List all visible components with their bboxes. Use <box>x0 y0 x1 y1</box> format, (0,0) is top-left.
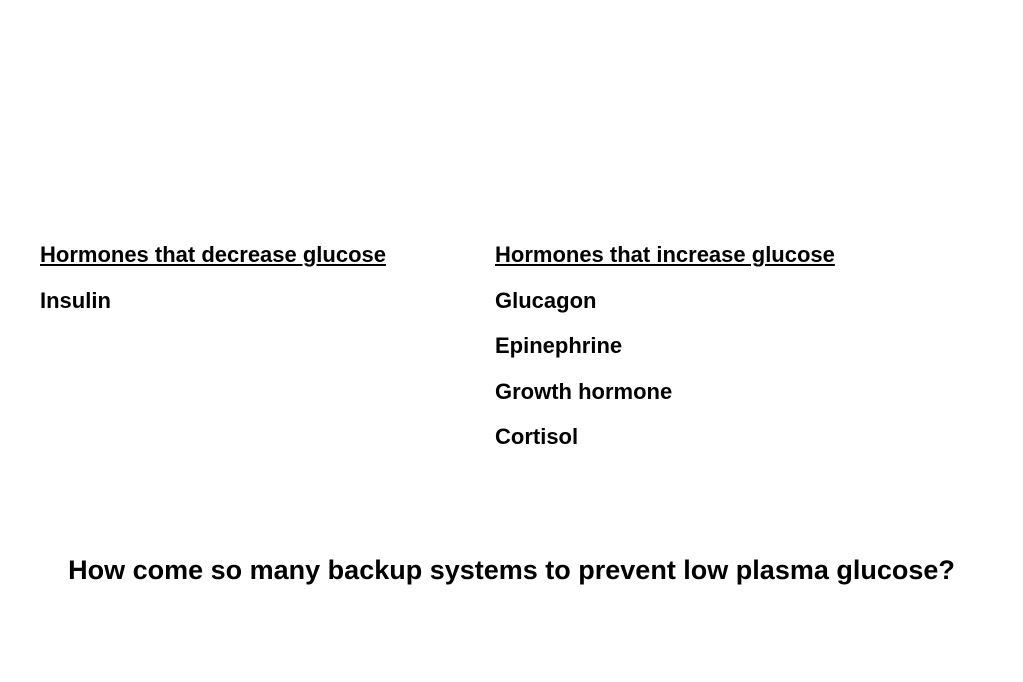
decrease-glucose-column <box>40 240 386 316</box>
list-item: Cortisol <box>495 424 579 449</box>
increase-glucose-heading: Hormones that increase glucose <box>495 242 835 267</box>
increase-glucose-list <box>495 286 835 453</box>
decrease-glucose-heading: Hormones that decrease glucose <box>40 242 387 267</box>
list-item: Glucagon <box>495 287 597 313</box>
increase-glucose-column <box>495 240 835 452</box>
decrease-glucose-list <box>40 286 386 316</box>
discussion-question: How come so many backup systems to prevent low plasma glucose? <box>68 555 955 585</box>
list-item: Epinephrine <box>495 333 623 358</box>
list-item: Insulin <box>40 287 111 313</box>
list-item: Growth hormone <box>495 378 673 404</box>
